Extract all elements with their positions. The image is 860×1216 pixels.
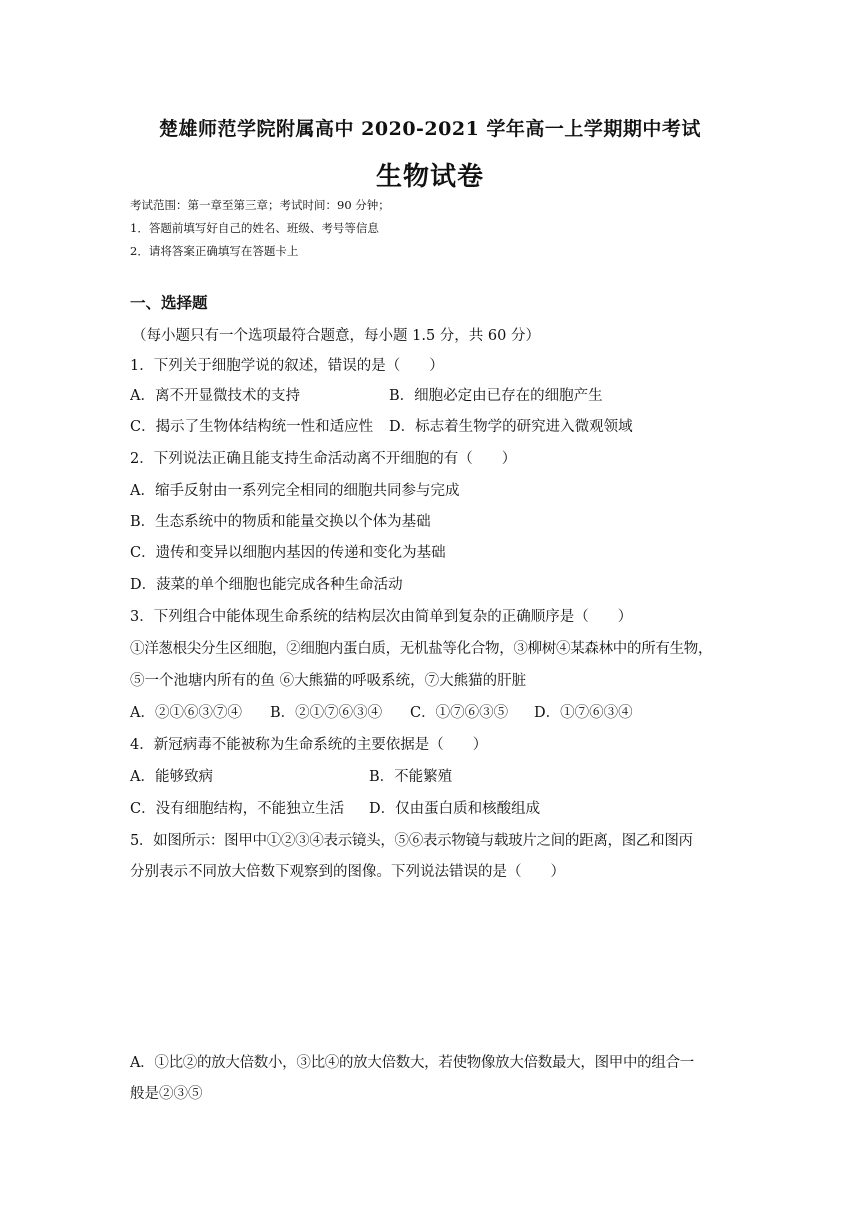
question-1-option-d: D．标志着生物学的研究进入微观领域 — [389, 419, 633, 435]
question-2-option-d: D．菠菜的单个细胞也能完成各种生命活动 — [130, 577, 403, 593]
question-2-option-c: C．遗传和变异以细胞内基因的传递和变化为基础 — [130, 545, 446, 561]
question-4-option-d: D．仅由蛋白质和核酸组成 — [369, 801, 541, 817]
question-3-option-a: A．②①⑥③⑦④ — [130, 705, 242, 721]
question-4-option-c: C．没有细胞结构，不能独立生活 — [130, 801, 345, 817]
section-heading: 一、选择题 — [130, 293, 208, 312]
question-3-items-line-2: ⑤一个池塘内所有的鱼 ⑥大熊猫的呼吸系统，⑦大熊猫的肝脏 — [130, 673, 527, 689]
question-4-option-a: A．能够致病 — [130, 769, 213, 785]
exam-title: 楚雄师范学院附属高中 2020-2021 学年高一上学期期中考试 — [159, 118, 701, 140]
question-3-stem: 3．下列组合中能体现生命系统的结构层次由简单到复杂的正确顺序是（ ） — [130, 609, 633, 625]
question-4-option-b: B．不能繁殖 — [369, 769, 453, 785]
question-5-option-a-line-1: A．①比②的放大倍数小，③比④的放大倍数大，若使物像放大倍数最大，图甲中的组合一 — [130, 1055, 694, 1071]
question-2-stem: 2．下列说法正确且能支持生命活动离不开细胞的有（ ） — [130, 451, 517, 467]
question-3-option-c: C．①⑦⑥③⑤ — [410, 705, 509, 721]
question-5-option-a-line-2: 般是②③⑤ — [130, 1086, 203, 1102]
question-2-option-b: B．生态系统中的物质和能量交换以个体为基础 — [130, 514, 431, 530]
question-3-items-line-1: ①洋葱根尖分生区细胞，②细胞内蛋白质，无机盐等化合物，③柳树④某森林中的所有生物， — [130, 641, 713, 657]
figure-placeholder-area — [130, 895, 730, 1045]
instruction-note-1: 1．答题前填写好自己的姓名、班级、考号等信息 — [130, 221, 379, 235]
question-1-stem: 1．下列关于细胞学说的叙述，错误的是（ ） — [130, 358, 444, 374]
question-5-stem-line-1: 5．如图所示：图甲中①②③④表示镜头，⑤⑥表示物镜与载玻片之间的距离，图乙和图丙 — [130, 833, 693, 849]
question-3-option-b: B．②①⑦⑥③④ — [270, 705, 383, 721]
section-instruction: （每小题只有一个选项最符合题意，每小题 1.5 分，共 60 分） — [132, 328, 540, 344]
question-1-option-b: B．细胞必定由已存在的细胞产生 — [389, 388, 603, 404]
instruction-note-2: 2．请将答案正确填写在答题卡上 — [130, 244, 299, 258]
question-3-option-d: D．①⑦⑥③④ — [534, 705, 633, 721]
question-5-stem-line-2: 分别表示不同放大倍数下观察到的图像。下列说法错误的是（ ） — [130, 864, 565, 880]
question-4-stem: 4．新冠病毒不能被称为生命系统的主要依据是（ ） — [130, 737, 488, 753]
exam-scope-note: 考试范围：第一章至第三章；考试时间：90 分钟； — [130, 198, 390, 212]
question-2-option-a: A．缩手反射由一系列完全相同的细胞共同参与完成 — [130, 483, 460, 499]
exam-subject-title: 生物试卷 — [375, 162, 484, 192]
question-1-option-c: C．揭示了生物体结构统一性和适应性 — [130, 419, 374, 435]
question-1-option-a: A．离不开显微技术的支持 — [130, 388, 300, 404]
